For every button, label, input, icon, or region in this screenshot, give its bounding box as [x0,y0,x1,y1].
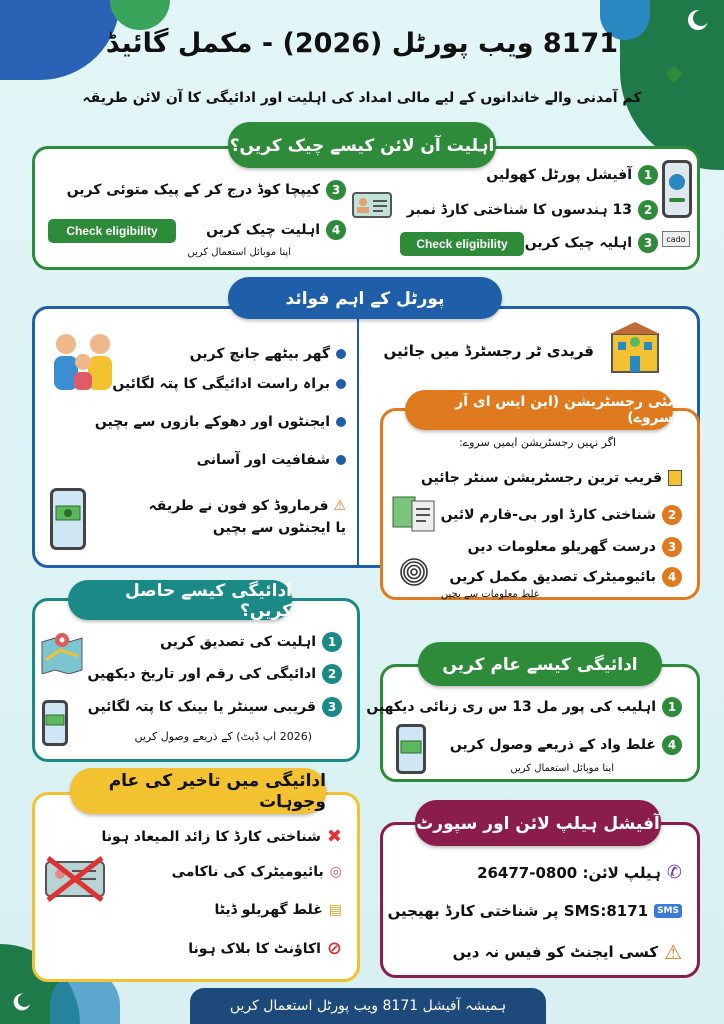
payment-common-note: اپنا موبائل استعمال کریں [510,763,614,774]
eligibility-left-step-4: 4 اہلیت چیک کریں [206,220,346,240]
delay-item-2: ◎ بائیومیٹرک کی ناکامی [171,864,342,880]
benefits-title: پورٹل کے اہم فوائد [228,277,502,319]
delay-item-1: ✖ شناختی کارڈ کا زائد المیعاد ہونا [101,826,342,847]
x-icon: ✖ [326,826,342,847]
registration-step-3: 3 درست گھریلو معلومات دیں [468,537,682,557]
building-icon [608,320,662,374]
mobile-payment-icon [50,488,86,550]
helpline-warning: ⚠ کسی ایجنٹ کو فیس نہ دیں [452,940,682,964]
benefit-4: شفافیت اور آسانی [197,452,346,468]
delay-item-4: ⊘ اکاؤنٹ کا بلاک ہونا [188,938,342,959]
registration-step-4: 4 بائیومیٹرک تصدیق مکمل کریں [450,567,682,587]
payment-get-note: (2026 اپ ڈیٹ) کے ذریعے وصول کریں [134,730,312,743]
eligibility-step-2: 2 13 ہندسوں کا شناختی کارڈ نمبر [407,200,658,220]
benefits-divider [357,308,359,566]
phone-globe-icon [662,160,692,218]
benefits-right-text: قریدی ٹر رجسٹرڈ میں جائیں [383,342,594,360]
registration-intro: اگر نہیں رجسٹریشن ایمیں سروے: [458,436,616,449]
payment-common-title: ادائیگی کیسے عام کریں [418,642,662,686]
helpline-sms[interactable]: SMS SMS:8171 پر شناختی کارڈ بھیجیں [388,902,682,920]
fingerprint-icon [400,558,428,586]
registration-note: غلط معلومات سے بچیں [440,589,539,600]
payment-get-step-1: 1 اہلیت کی تصدیق کریں [160,632,342,652]
expired-id-card-icon [44,856,106,902]
building-small-icon [668,470,682,486]
payment-common-step-4: 4 غلط واد کے ذریعے وصول کریں [450,735,682,755]
fraud-warning: ⚠ فرماروڈ کو فون نے طریقہ یا ایجنٹوں سے بچیں [148,498,346,536]
page-subtitle: کم آمدنی والے خاندانوں کے لیے مالی امداد کی اہلیت اور ادائیگی کا آن لائن طریقہ [82,90,642,106]
payment-common-step-1: 1 اہلیب کی پور مل 13 س ری زنائی دیکھیں [366,697,682,717]
check-eligibility-button-2[interactable]: Check eligibility [48,219,176,243]
eligibility-step-1: 1 آفیشل پورٹل کھولیں [486,165,658,185]
documents-icon [392,496,438,532]
id-card-icon [352,192,392,218]
eligibility-left-step-3: 3 کیپچا کوڈ درج کر کے پیک متوئی کریں [67,180,346,200]
footer-banner: ہمیشہ آفیشل 8171 ویب پورٹل استعمال کریں [190,988,546,1024]
captcha-click-icon: cado [662,231,690,247]
phone-icon: ✆ [666,862,682,883]
registration-step-1: قریب ترین رجسٹریشن سنٹر جائیں [421,470,682,486]
benefit-1: گھر بیٹھے جانچ کریں [190,346,346,362]
crescent-icon [12,992,32,1012]
sms-icon: SMS [654,904,682,918]
eligibility-note: اپنا موبائل استعمال کریں [187,247,291,258]
document-icon: ▤ [328,902,342,918]
registration-step-2: 2 شناختی کارڈ اور بی-فارم لائیں [441,505,682,525]
helpline-title: آفیشل ہیلپ لائن اور سپورٹ [415,800,661,846]
warning-icon: ⚠ [333,498,346,514]
delays-title: ادائیگی میں تاخیر کی عام وجوہات [70,768,326,814]
corner-decoration [110,0,170,30]
map-pin-icon [40,630,84,674]
helpline-phone[interactable]: ✆ ہیلپ لائن: 0800-26477 [477,862,682,883]
benefit-2: براہ راست ادائیگی کا پتہ لگائیں [112,376,346,392]
fingerprint-icon: ◎ [329,864,342,880]
blocked-icon: ⊘ [326,938,342,959]
payment-get-title: ادائیگی کیسے حاصل کریں؟ [68,580,292,620]
payment-get-step-3: 3 قریبی سینٹر یا بینک کا پتہ لگائیں [88,697,342,717]
warning-icon: ⚠ [664,940,682,964]
check-eligibility-button[interactable]: Check eligibility [400,232,524,256]
mobile-payment-icon [396,724,426,774]
eligibility-step-3: 3 اہلیہ چیک کریں [525,233,658,253]
mobile-payment-icon [42,700,68,746]
registration-title: نئی رجسٹریشن (این ایس ای آر سروے) [405,390,673,430]
delay-item-3: ▤ غلط گھریلو ڈیٹا [214,902,342,918]
eligibility-title: اہلیت آن لائن کیسے چیک کریں؟ [228,122,496,168]
page-title: 8171 ویب پورٹل (2026) - مکمل گائیڈ [105,28,619,59]
benefit-3: ایجنٹوں اور دھوکے بازوں سے بچیں [95,414,346,430]
family-icon [48,330,120,392]
payment-get-step-2: 2 ادائیگی کی رقم اور تاریخ دیکھیں [87,664,342,684]
